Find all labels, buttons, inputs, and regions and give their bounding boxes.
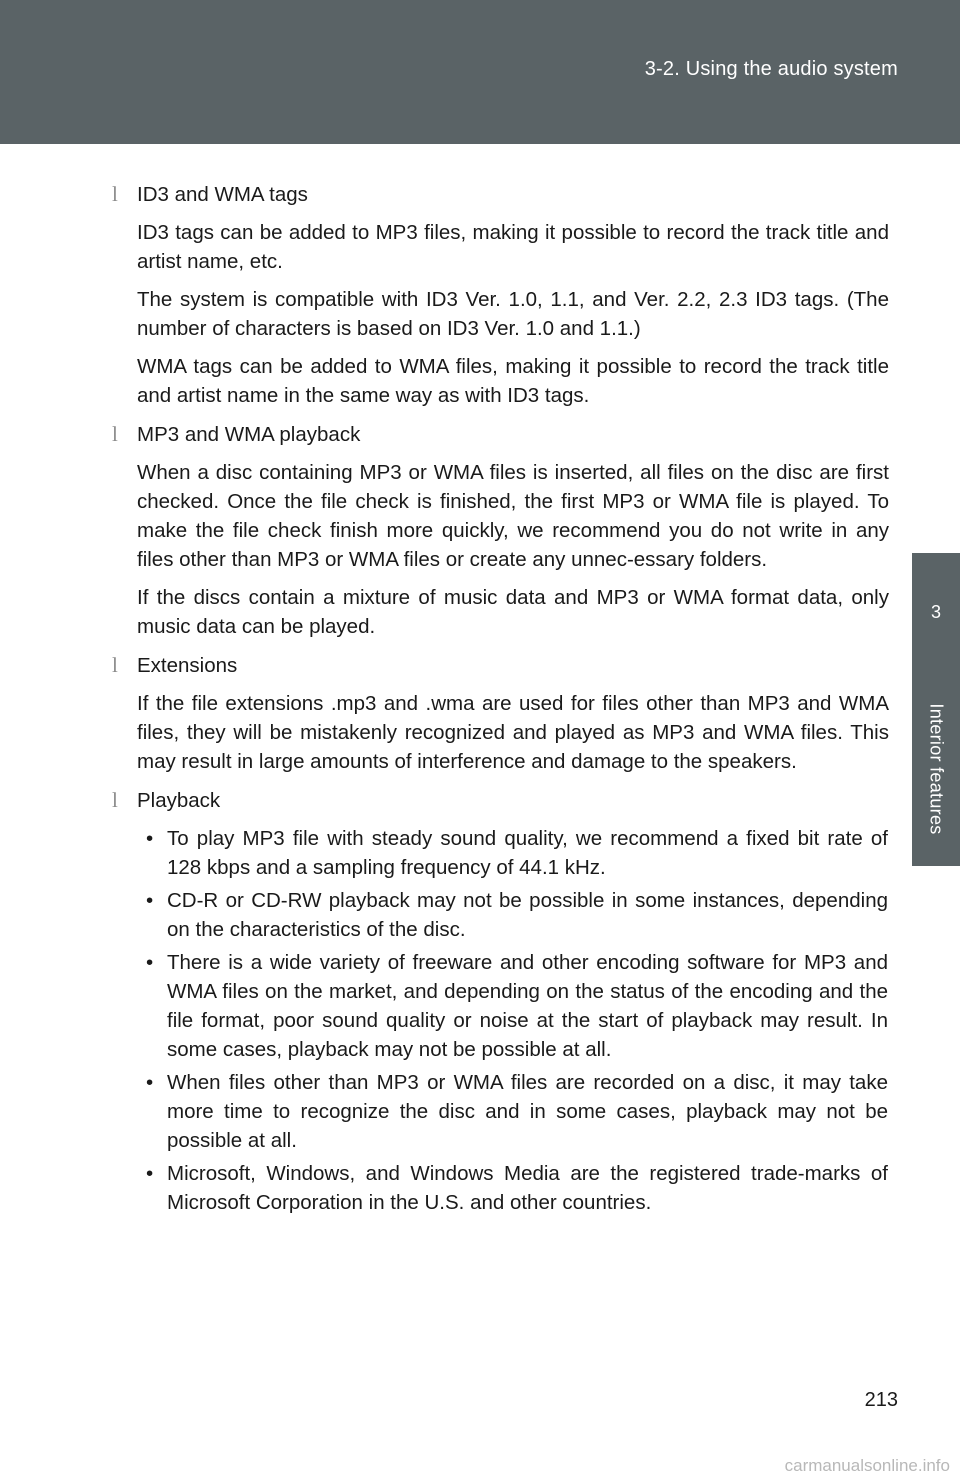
list-item bbox=[137, 824, 888, 882]
list-item-text: Microsoft, Windows, and Windows Media are the registered trade-marks of Microsoft Corporation in the U.S. and other countries. bbox=[167, 1162, 888, 1214]
section-heading bbox=[112, 651, 889, 680]
page-content bbox=[112, 180, 889, 1227]
section-heading-text: Playback bbox=[137, 789, 221, 812]
bullet-icon: • bbox=[146, 1071, 154, 1094]
section-heading-text: Extensions bbox=[137, 654, 238, 677]
page-number: 213 bbox=[864, 1389, 898, 1411]
bullet-list bbox=[137, 824, 889, 1217]
section-marker-icon: l bbox=[112, 653, 118, 677]
paragraph: WMA tags can be added to WMA files, making it possible to record the track title and artist name in the same way as with ID3 tags. bbox=[137, 355, 889, 407]
bullet-icon: • bbox=[146, 889, 154, 912]
section-playback bbox=[112, 786, 889, 1217]
bullet-icon: • bbox=[146, 827, 154, 850]
watermark: carmanualsonline.info bbox=[784, 1456, 950, 1475]
chapter-tab-label bbox=[912, 671, 960, 866]
section-heading bbox=[112, 180, 889, 209]
section-heading-text: MP3 and WMA playback bbox=[137, 423, 361, 446]
bullet-icon: • bbox=[146, 1162, 154, 1185]
paragraph: The system is compatible with ID3 Ver. 1.0, 1.1, and Ver. 2.2, 2.3 ID3 tags. (The number of characters is based on ID3 Ver. 1.0 and 1.1.) bbox=[137, 288, 889, 340]
list-item bbox=[137, 1068, 888, 1155]
section-marker-icon: l bbox=[112, 422, 118, 446]
list-item-text: CD-R or CD-RW playback may not be possible in some instances, depending on the characteristics of the disc. bbox=[167, 889, 888, 941]
list-item-text: When files other than MP3 or WMA files are recorded on a disc, it may take more time to recognize the disc and in some cases, playback may not be possible at all. bbox=[167, 1071, 888, 1152]
section-mp3-wma-playback bbox=[112, 420, 889, 641]
list-item bbox=[137, 948, 888, 1064]
chapter-tab-number: 3 bbox=[912, 553, 960, 671]
section-heading bbox=[112, 420, 889, 449]
section-marker-icon: l bbox=[112, 788, 118, 812]
paragraph: When a disc containing MP3 or WMA files is inserted, all files on the disc are first checked. Once the file check is finished, the first MP3 or WMA file is played. To make the file check finish more quickly, we recommend you do not write in any files other than MP3 or WMA files or create any unnec-essary folders. bbox=[137, 461, 889, 571]
list-item bbox=[137, 886, 888, 944]
list-item bbox=[137, 1159, 888, 1217]
paragraph: If the discs contain a mixture of music data and MP3 or WMA format data, only music data can be played. bbox=[137, 586, 889, 638]
section-heading bbox=[112, 786, 889, 815]
paragraph: ID3 tags can be added to MP3 files, making it possible to record the track title and artist name, etc. bbox=[137, 221, 889, 273]
section-marker-icon: l bbox=[112, 182, 118, 206]
section-heading-text: ID3 and WMA tags bbox=[137, 183, 308, 206]
list-item-text: To play MP3 file with steady sound quality, we recommend a fixed bit rate of 128 kbps and a sampling frequency of 44.1 kHz. bbox=[167, 827, 888, 879]
paragraph: If the file extensions .mp3 and .wma are used for files other than MP3 and WMA files, they will be mistakenly recognized and played as MP3 and WMA files. This may result in large amounts of interference and damage to the speakers. bbox=[137, 692, 889, 773]
section-title: 3-2. Using the audio system bbox=[644, 58, 898, 80]
section-id3-wma-tags bbox=[112, 180, 889, 410]
chapter-tab-label-text: Interior features bbox=[926, 702, 947, 835]
page-header bbox=[0, 0, 960, 144]
list-item-text: There is a wide variety of freeware and other encoding software for MP3 and WMA files on the market, and depending on the status of the encoding and the file format, poor sound quality or noise at the start of playback may result. In some cases, playback may not be possible at all. bbox=[167, 951, 888, 1061]
bullet-icon: • bbox=[146, 951, 154, 974]
section-extensions bbox=[112, 651, 889, 776]
